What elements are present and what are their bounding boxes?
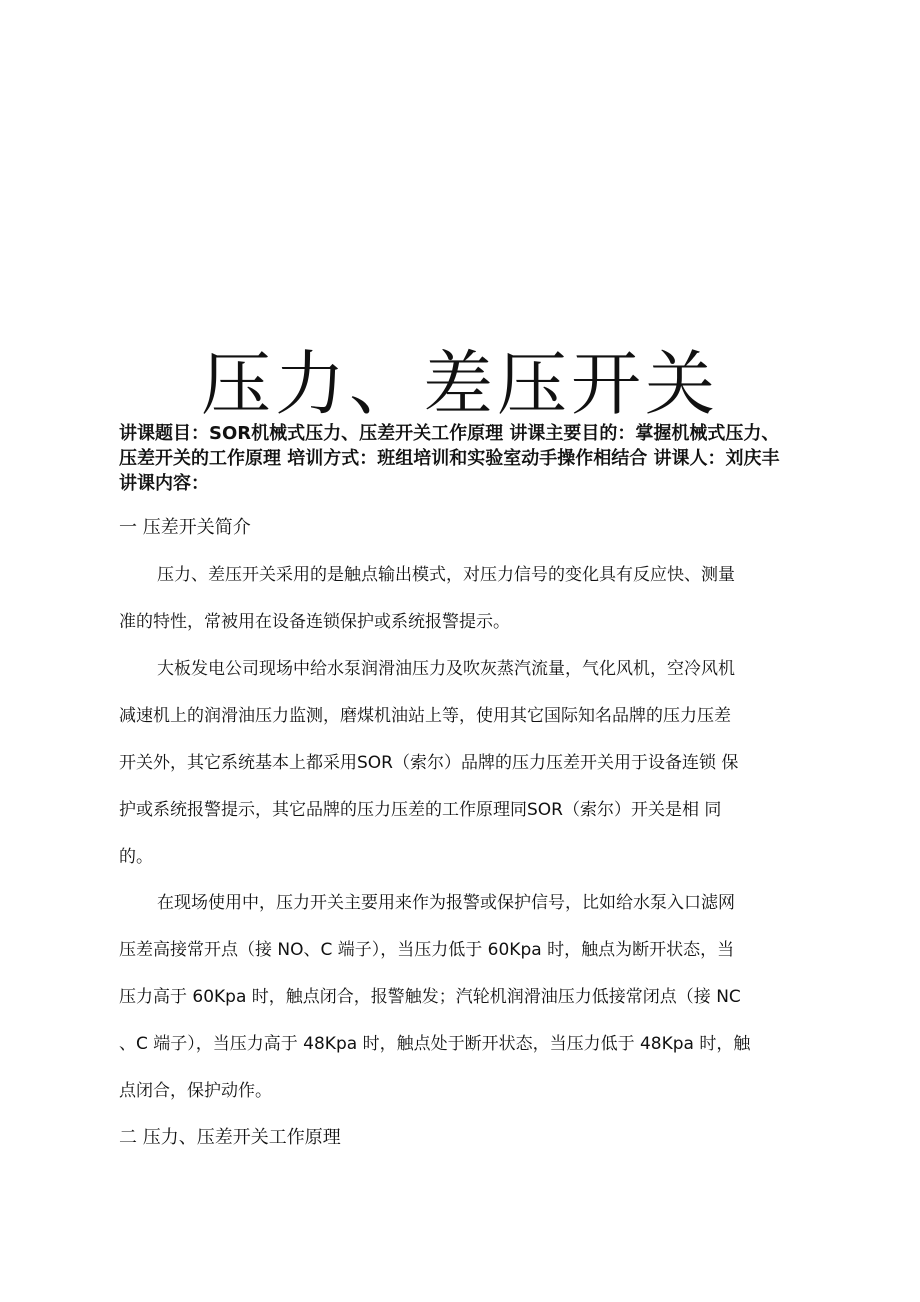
paragraph-line: 大板发电公司现场中给水泵润滑油压力及吹灰蒸汽流量，气化风机，空冷风机: [157, 659, 735, 679]
paragraph-line: 护或系统报警提示，其它品牌的压力压差的工作原理同SOR（索尔）开关是相 同: [119, 800, 722, 820]
section-1-paragraph-3: [119, 880, 799, 1115]
paragraph-line: 压差高接常开点（接 NO、C 端子），当压力低于 60Kpa 时，触点为断开状态，当: [119, 940, 735, 960]
meta-line-2: 压差开关的工作原理 培训方式：班组培训和实验室动手操作相结合 讲课人：刘庆丰: [119, 448, 780, 469]
paragraph-line: 开关外，其它系统基本上都采用SOR（索尔）品牌的压力压差开关用于设备连锁 保: [119, 753, 739, 773]
section-1-paragraph-2: [119, 646, 799, 881]
paragraph-line: 点闭合，保护动作。: [119, 1081, 272, 1101]
paragraph-line: 在现场使用中，压力开关主要用来作为报警或保护信号，比如给水泵入口滤网: [157, 893, 735, 913]
paragraph-line: 、C 端子），当压力高于 48Kpa 时，触点处于断开状态，当压力低于 48Kpa 时，触: [119, 1034, 751, 1054]
paragraph-line: 压力、差压开关采用的是触点输出模式，对压力信号的变化具有反应快、测量: [157, 565, 735, 585]
paragraph-line: 压力高于 60Kpa 时，触点闭合，报警触发；汽轮机润滑油压力低接常闭点（接 NC: [119, 987, 741, 1007]
lecture-meta: [119, 421, 809, 496]
paragraph-line: 准的特性，常被用在设备连锁保护或系统报警提示。: [119, 612, 510, 632]
paragraph-line: 的。: [119, 847, 153, 867]
section-1-paragraph-1: [119, 552, 799, 646]
document-title: 压力、差压开关: [201, 343, 719, 425]
meta-line-1: 讲课题目：SOR机械式压力、压差开关工作原理 讲课主要目的：掌握机械式压力、: [119, 423, 780, 444]
section-1-heading: 一 压差开关简介: [119, 517, 251, 538]
section-2-heading: 二 压力、压差开关工作原理: [119, 1127, 341, 1148]
paragraph-line: 减速机上的润滑油压力监测，磨煤机油站上等，使用其它国际知名品牌的压力压差: [119, 706, 731, 726]
meta-line-3: 讲课内容：: [119, 473, 209, 494]
